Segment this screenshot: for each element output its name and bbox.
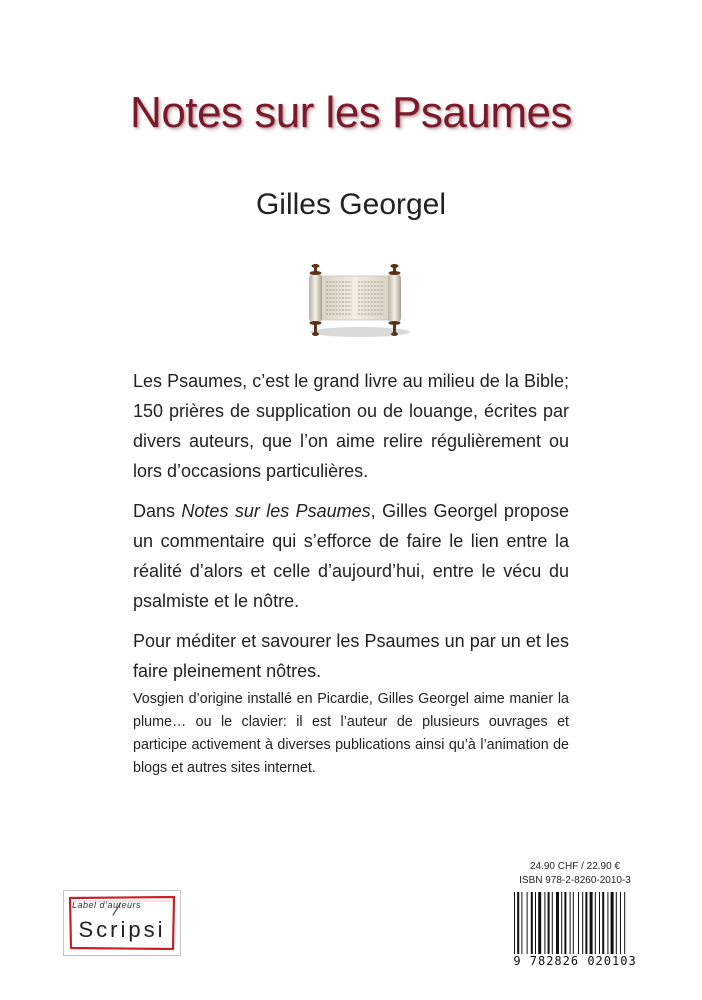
barcode-digits: 9 782826 020103: [513, 954, 637, 968]
blurb: [133, 366, 569, 696]
torah-scroll-icon: [296, 262, 416, 340]
blurb-p2-start: Dans: [133, 501, 182, 521]
price-text: 24.90 CHF / 22.90 €: [529, 861, 621, 872]
author-bio: Vosgien d’origine installé en Picardie, Gilles Georgel aime manier la plume… ou le clavier: il est l’auteur de plusieurs ouvrages et participe activement à diverses publications ainsi qu’à l’animation de blogs et autres sites internet.: [133, 691, 569, 776]
blurb-paragraph-1: Les Psaumes, c’est le grand livre au milieu de la Bible; 150 prières de supplication ou de louange, écrites par divers auteurs, que l’on aime relire régulièrement ou lors d’occasions particulières.: [133, 371, 569, 481]
publisher-logo: [63, 890, 181, 956]
barcode-icon: [508, 890, 642, 956]
author-name: Gilles Georgel: [255, 188, 447, 221]
logo-name: Scripsi: [78, 917, 166, 942]
isbn-text: ISBN 978-2-8260-2010-3: [519, 875, 631, 886]
logo-label: Label d’auteurs: [72, 900, 142, 910]
blurb-p2-end: , Gilles Georgel propose un commentaire qui s’efforce de faire le lien entre la réalité d’alors et celle d’aujourd’hui, entre le vécu du psalmiste et le nôtre.: [133, 501, 569, 611]
blurb-paragraph-3: Pour méditer et savourer les Psaumes un par un et les faire pleinement nôtres.: [133, 631, 569, 681]
blurb-paragraph-2: [133, 496, 569, 616]
book-title: Notes sur les Psaumes: [130, 88, 572, 137]
blurb-p2-book-title: Notes sur les Psaumes: [181, 501, 371, 521]
price-isbn-block: [508, 860, 642, 968]
